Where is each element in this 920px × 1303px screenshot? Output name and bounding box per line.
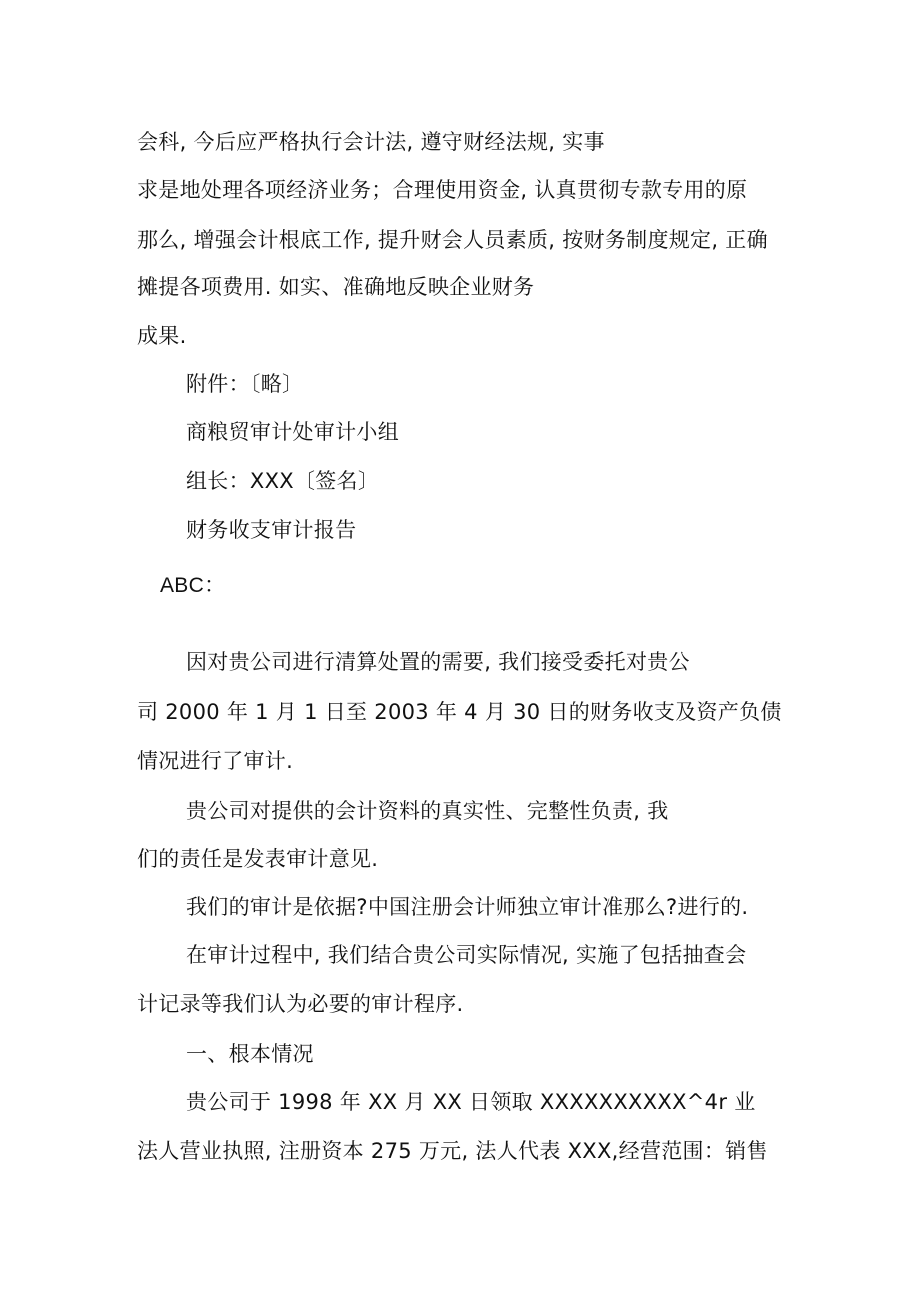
- body-text-line: 情况进行了审计.: [137, 749, 294, 773]
- body-text-line: 司 2000 年 1 月 1 日至 2003 年 4 月 30 日的财务收支及资产负债: [137, 700, 782, 724]
- body-text-line: 们的责任是发表审计意见.: [137, 847, 379, 871]
- body-text-line: 因对贵公司进行清算处置的需要, 我们接受委托对贵公: [186, 650, 690, 674]
- body-text-line: 贵公司于 1998 年 XX 月 XX 日领取 XXXXXXXXXX^4r 业: [186, 1090, 756, 1114]
- body-text-line: 在审计过程中, 我们结合贵公司实际情况, 实施了包括抽查会: [186, 943, 747, 967]
- body-text-line: 求是地处理各项经济业务；合理使用资金, 认真贯彻专款专用的原: [137, 178, 748, 202]
- body-text-line: 那么, 增强会计根底工作, 提升财会人员素质, 按财务制度规定, 正确: [137, 228, 768, 252]
- body-text-line: 成果.: [137, 324, 187, 348]
- body-text-line: 贵公司对提供的会计资料的真实性、完整性负责, 我: [186, 799, 669, 823]
- body-text-line: 法人营业执照, 注册资本 275 万元, 法人代表 XXX,经营范围：销售: [137, 1139, 768, 1163]
- body-text-line: 计记录等我们认为必要的审计程序.: [137, 992, 464, 1016]
- addressee: ABC：: [160, 574, 226, 597]
- audit-group-name: 商粮贸审计处审计小组: [186, 420, 399, 444]
- group-leader-signature: 组长：XXX〔签名〕: [186, 469, 380, 493]
- report-title: 财务收支审计报告: [186, 518, 357, 542]
- body-text-line: 摊提各项费用. 如实、准确地反映企业财务: [137, 275, 535, 299]
- body-text-line: 会科, 今后应严格执行会计法, 遵守财经法规, 实事: [137, 130, 605, 154]
- attachment-note: 附件：〔略〕: [186, 372, 304, 396]
- body-text-line: 我们的审计是依据?中国注册会计师独立审计准那么?进行的.: [186, 895, 749, 919]
- section-heading: 一、根本情况: [186, 1042, 314, 1066]
